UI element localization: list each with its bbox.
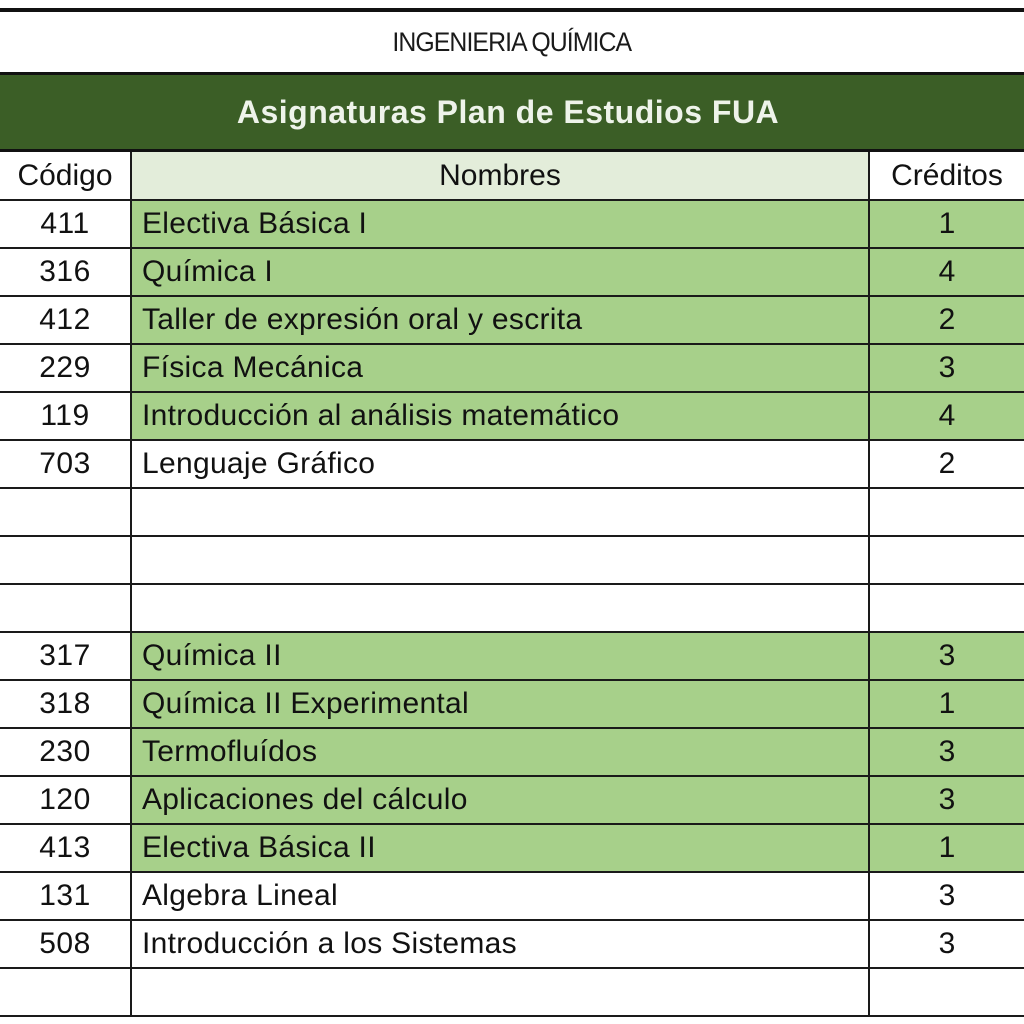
subject-credits-cell: 3: [869, 920, 1024, 968]
column-header-credits: Créditos: [869, 152, 1024, 200]
subject-credits-cell: 3: [869, 632, 1024, 680]
subject-credits-cell: 2: [869, 296, 1024, 344]
subject-credits-cell: 1: [869, 680, 1024, 728]
table-title-banner: [0, 72, 1024, 152]
table-row: [0, 488, 1024, 536]
program-title: INGENIERIA QUÍMICA: [392, 26, 632, 57]
subject-name-cell: Termofluídos: [131, 728, 869, 776]
subject-code-cell: 317: [0, 632, 131, 680]
subject-code-cell: 131: [0, 872, 131, 920]
subject-name-cell: Introducción al análisis matemático: [131, 392, 869, 440]
table-row: [0, 536, 1024, 584]
subject-credits-cell: [869, 584, 1024, 632]
table-row: [0, 392, 1024, 440]
subject-name-cell: Física Mecánica: [131, 344, 869, 392]
subject-name-cell: Taller de expresión oral y escrita: [131, 296, 869, 344]
table-row: [0, 632, 1024, 680]
subject-code-cell: [0, 488, 131, 536]
subject-code-cell: 703: [0, 440, 131, 488]
subject-code-cell: 230: [0, 728, 131, 776]
subject-credits-cell: [869, 968, 1024, 1016]
table-header-row: [0, 152, 1024, 200]
subject-code-cell: 120: [0, 776, 131, 824]
table-row: [0, 872, 1024, 920]
subject-name-cell: [131, 584, 869, 632]
subject-name-cell: [131, 968, 869, 1016]
subject-code-cell: 316: [0, 248, 131, 296]
table-title: Asignaturas Plan de Estudios FUA: [236, 93, 780, 130]
subject-name-cell: [131, 536, 869, 584]
subject-credits-cell: 2: [869, 440, 1024, 488]
subject-name-cell: Introducción a los Sistemas: [131, 920, 869, 968]
subject-name-cell: Química II: [131, 632, 869, 680]
subject-name-cell: Electiva Básica II: [131, 824, 869, 872]
subject-code-cell: 412: [0, 296, 131, 344]
subject-credits-cell: 3: [869, 872, 1024, 920]
column-header-code: Código: [0, 152, 131, 200]
subject-credits-cell: 3: [869, 776, 1024, 824]
subject-name-cell: Electiva Básica I: [131, 200, 869, 248]
subject-credits-cell: 3: [869, 728, 1024, 776]
subject-credits-cell: 4: [869, 392, 1024, 440]
column-header-name: Nombres: [131, 152, 869, 200]
table-row: [0, 296, 1024, 344]
subject-credits-cell: [869, 488, 1024, 536]
table-row: [0, 824, 1024, 872]
subject-name-cell: Química I: [131, 248, 869, 296]
subject-credits-cell: 1: [869, 200, 1024, 248]
subject-name-cell: Química II Experimental: [131, 680, 869, 728]
program-header: [0, 12, 1024, 72]
table-row: [0, 728, 1024, 776]
subjects-table: [0, 152, 1024, 1017]
table-row: [0, 200, 1024, 248]
subject-code-cell: 413: [0, 824, 131, 872]
subject-code-cell: 229: [0, 344, 131, 392]
subject-code-cell: 119: [0, 392, 131, 440]
subject-name-cell: Aplicaciones del cálculo: [131, 776, 869, 824]
subject-code-cell: [0, 584, 131, 632]
subject-credits-cell: 3: [869, 344, 1024, 392]
subject-code-cell: 411: [0, 200, 131, 248]
table-row: [0, 776, 1024, 824]
subject-name-cell: Lenguaje Gráfico: [131, 440, 869, 488]
table-row: [0, 344, 1024, 392]
subject-credits-cell: 4: [869, 248, 1024, 296]
table-row: [0, 584, 1024, 632]
subject-code-cell: [0, 536, 131, 584]
table-row: [0, 680, 1024, 728]
table-row: [0, 968, 1024, 1016]
subject-name-cell: Algebra Lineal: [131, 872, 869, 920]
subject-name-cell: [131, 488, 869, 536]
subject-credits-cell: 1: [869, 824, 1024, 872]
subject-code-cell: [0, 968, 131, 1016]
table-row: [0, 248, 1024, 296]
subject-code-cell: 508: [0, 920, 131, 968]
table-row: [0, 440, 1024, 488]
subject-credits-cell: [869, 536, 1024, 584]
table-row: [0, 920, 1024, 968]
subject-code-cell: 318: [0, 680, 131, 728]
